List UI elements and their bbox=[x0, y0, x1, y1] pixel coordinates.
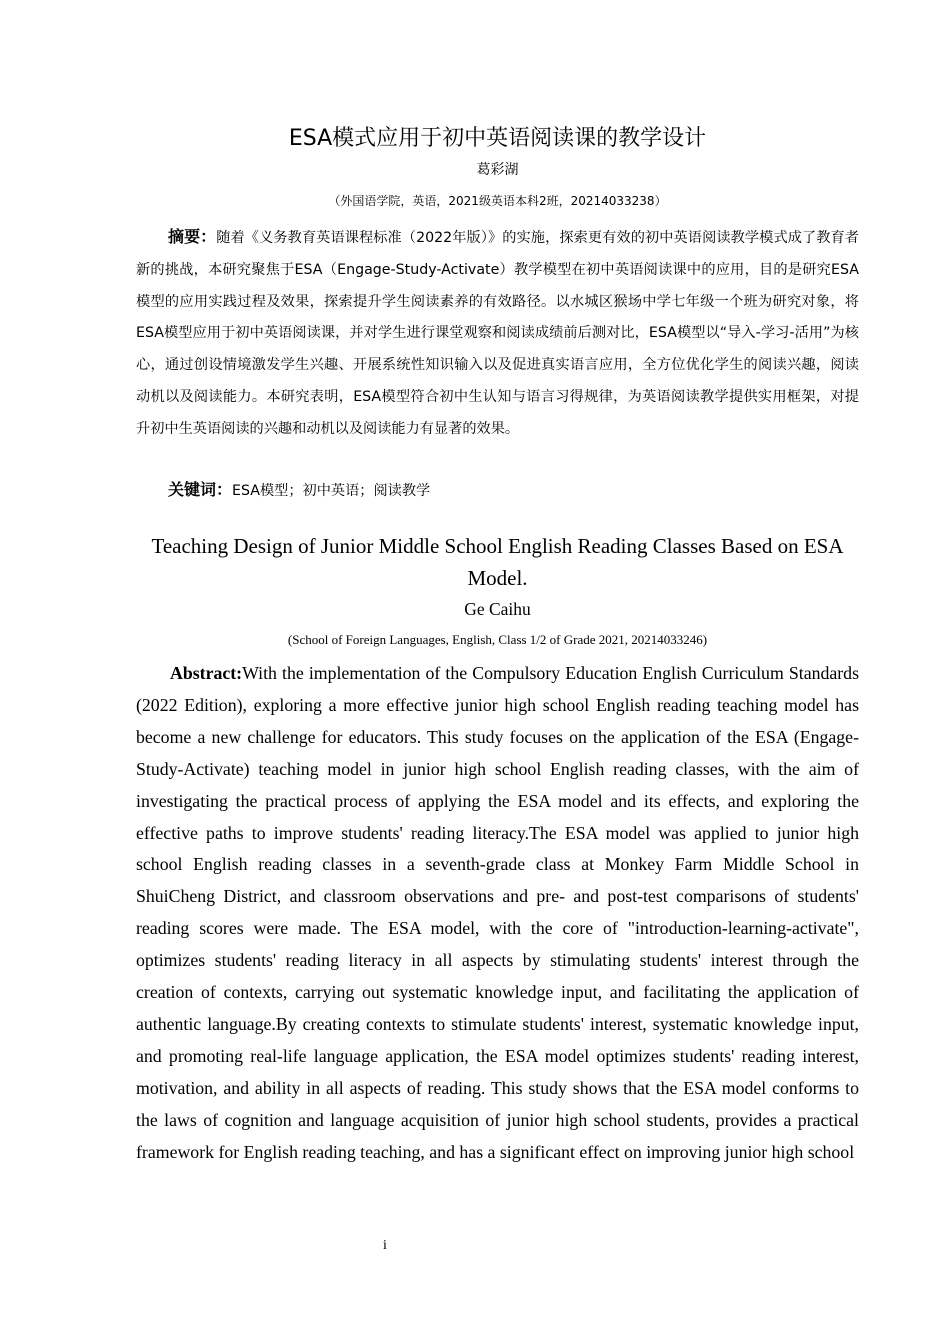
chinese-title: ESA模式应用于初中英语阅读课的教学设计 bbox=[288, 126, 707, 151]
chinese-abstract-text: 随着《义务教育英语课程标准（2022年版）》的实施，探索更有效的初中英语阅读教学模式成了教育者新的挑战，本研究聚焦于ESA（Engage-Study-Activate）教学模型在初中英语阅读课中的应用，目的是研究ESA模型的应用实践过程及效果，探索提升学生阅读素养的有效路径。以水城区猴场中学七年级一个班为研究对象，将ESA模型应用于初中英语阅读课，并对学生进行课堂观察和阅读成绩前后测对比，ESA模型以“导入-学习-活用”为核心，通过创设情境激发学生兴趣、开展系统性知识输入以及促进真实语言应用，全方位优化学生的阅读兴趣，阅读动机以及阅读能力。本研究表明，ESA模型符合初中生认知与语言习得规律，为英语阅读教学提供实用框架，对提升初中生英语阅读的兴趣和动机以及阅读能力有显著的效果。 bbox=[136, 230, 859, 437]
page-number: i bbox=[383, 1238, 387, 1253]
chinese-abstract-label: 摘要： bbox=[168, 227, 217, 246]
chinese-keywords bbox=[136, 474, 859, 507]
english-abstract-text: With the implementation of the Compulsory Education English Curriculum Standards (2022 Edition), exploring a more effective junior high school English reading teaching model has become a new challenge for educators. This study focuses on the application of the ESA (Engage-Study-Activate) teaching model in junior high school English reading classes, with the aim of investigating the practical process of applying the ESA model and its effects, and exploring the effective paths to improve students' reading literacy.The ESA model was applied to junior high school English reading classes in a seventh-grade class at Monkey Farm Middle School in ShuiCheng District, and classroom observations and pre- and post-test comparisons of students' reading scores were made. The ESA model, with the core of "introduction-learning-activate", optimizes students' reading literacy in all aspects by stimulating students' interest through the creation of contexts, carrying out systematic knowledge input, and facilitating the application of authentic language.By creating contexts to stimulate students' interest, systematic knowledge input, and promoting real-life language application, the ESA model optimizes students' reading interest, motivation, and ability in all aspects of reading. This study shows that the ESA model conforms to the laws of cognition and language acquisition of junior high school students, provides a practical framework for English reading teaching, and has a significant effect on improving junior high school bbox=[136, 663, 859, 1162]
chinese-abstract bbox=[136, 221, 859, 446]
chinese-keywords-text: ESA模型；初中英语；阅读教学 bbox=[232, 483, 431, 499]
chinese-keywords-label: 关键词： bbox=[168, 480, 233, 499]
english-title: Teaching Design of Junior Middle School English Reading Classes Based on ESA Model. bbox=[151, 534, 844, 590]
chinese-affiliation: （外国语学院，英语，2021级英语本科2班，20214033238） bbox=[328, 194, 667, 208]
chinese-author: 葛彩湖 bbox=[476, 162, 519, 178]
english-affiliation: (School of Foreign Languages, English, Class 1/2 of Grade 2021, 20214033246) bbox=[287, 632, 708, 647]
english-abstract-label: Abstract: bbox=[170, 663, 243, 683]
english-author: Ge Caihu bbox=[464, 599, 531, 619]
english-abstract bbox=[136, 658, 859, 1169]
